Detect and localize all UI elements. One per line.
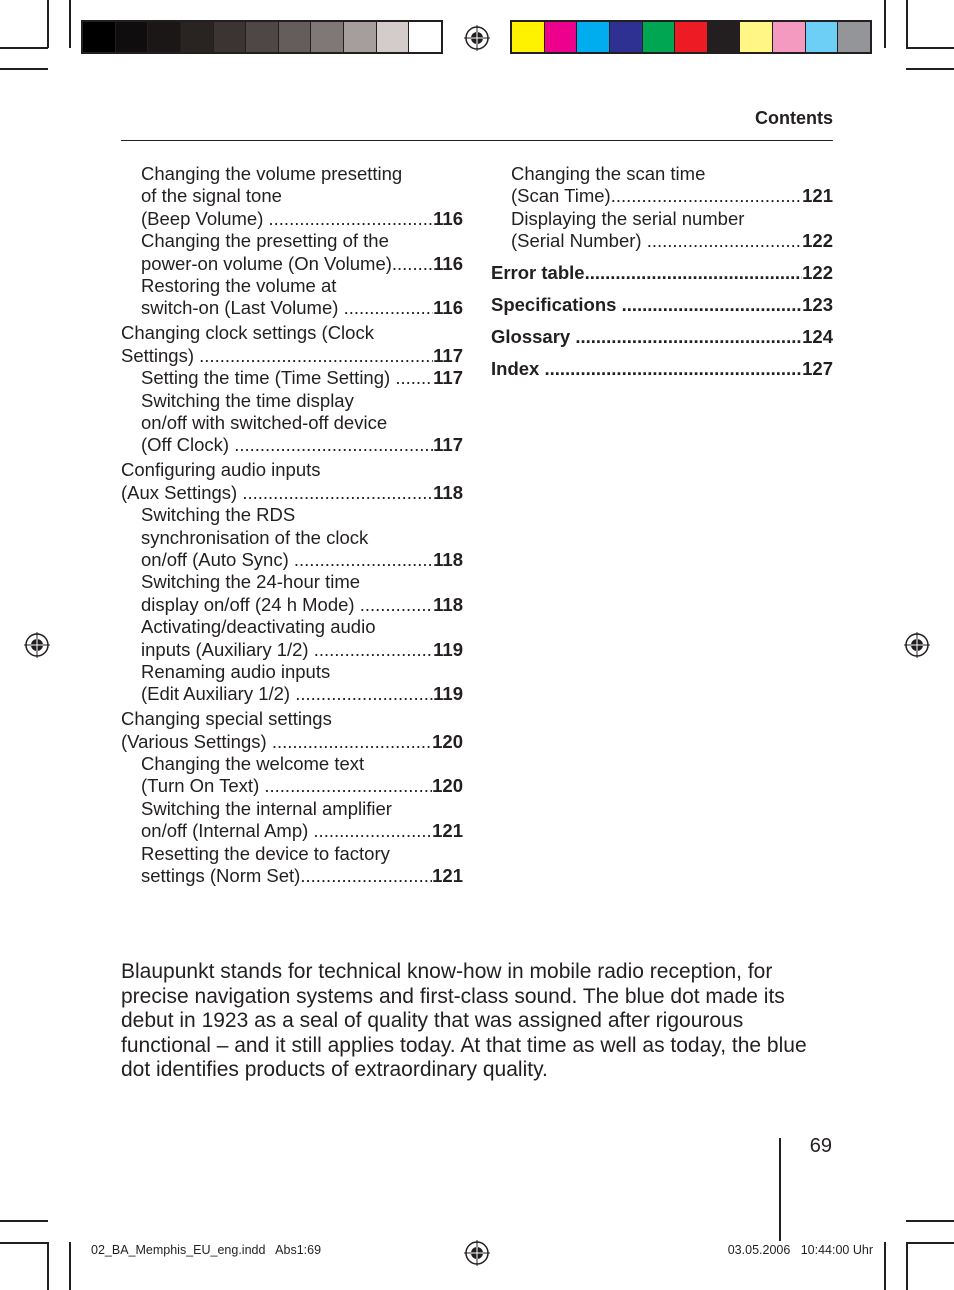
crop-mark	[69, 1242, 71, 1290]
toc-dot-leader	[585, 262, 803, 284]
color-swatch	[805, 22, 838, 52]
color-swatch	[147, 22, 180, 52]
crop-mark	[906, 1220, 954, 1222]
toc-subsection-entry[interactable]	[121, 367, 463, 389]
toc-page-number: 118	[433, 593, 463, 615]
toc-entry-text: (Serial Number)	[511, 230, 647, 252]
toc-dot-leader	[300, 865, 432, 887]
toc-page-number: 121	[432, 865, 463, 887]
toc-entry-text: Setting the time (Time Setting)	[141, 367, 396, 389]
toc-entry-text: Error table	[491, 262, 585, 284]
toc-entry-text: inputs (Auxiliary 1/2)	[141, 638, 314, 660]
toc-subsection-entry[interactable]	[121, 275, 463, 320]
color-swatch	[343, 22, 376, 52]
toc-dot-leader	[242, 482, 433, 504]
toc-page-number: 122	[802, 230, 833, 252]
toc-entry-text: Switching the internal amplifier	[141, 797, 392, 819]
toc-subsection-entry[interactable]	[121, 230, 463, 275]
crop-mark	[47, 1242, 49, 1290]
toc-subsection-entry[interactable]	[121, 753, 463, 798]
brand-statement: Blaupunkt stands for technical know-how in mobile radio reception, for precise navigation systems and first-class sound. The blue dot made its debut in 1923 as a seal of quality that was assigned after rigourous functional – and it still applies today. At that time as well as today, the blue dot identifies products of extraordinary quality.	[121, 960, 807, 1081]
toc-chapter-entry[interactable]	[491, 358, 833, 380]
toc-entry-text: Specifications	[491, 294, 622, 316]
color-swatch	[576, 22, 609, 52]
toc-page-number: 117	[433, 367, 463, 389]
toc-dot-leader	[314, 639, 433, 661]
toc-entry-text: on/off with switched-off device	[141, 411, 388, 433]
toc-entry-text: (Turn On Text)	[141, 775, 265, 797]
color-swatch	[180, 22, 213, 52]
crop-mark	[906, 47, 954, 49]
toc-page-number: 121	[432, 820, 463, 842]
toc-subsection-entry[interactable]	[121, 661, 463, 706]
crop-mark	[906, 0, 908, 48]
toc-entry-text: Switching the 24-hour time	[141, 571, 361, 593]
toc-dot-leader	[544, 358, 802, 380]
crop-mark	[906, 1242, 908, 1290]
toc-section-entry[interactable]	[121, 708, 463, 753]
toc-subsection-entry[interactable]	[121, 571, 463, 616]
color-swatch	[278, 22, 311, 52]
toc-entry-text: Activating/deactivating audio	[141, 616, 376, 638]
color-swatch	[674, 22, 707, 52]
crop-mark	[0, 47, 48, 49]
toc-entry-text: Switching the RDS	[141, 504, 296, 526]
toc-dot-leader	[647, 230, 802, 252]
crop-mark	[906, 68, 954, 70]
color-swatch	[772, 22, 805, 52]
color-swatch	[609, 22, 642, 52]
toc-entry-text: Renaming audio inputs	[141, 660, 331, 682]
color-swatch	[544, 22, 577, 52]
toc-entry-text: Settings)	[121, 344, 200, 366]
color-swatch	[837, 22, 870, 52]
toc-entry-text: (Edit Auxiliary 1/2)	[141, 683, 296, 705]
color-swatch	[739, 22, 772, 52]
toc-page-number: 116	[433, 252, 463, 274]
color-swatch	[213, 22, 246, 52]
page-number: 69	[809, 1135, 832, 1157]
toc-entry-text: settings (Norm Set)	[141, 865, 301, 887]
crop-mark	[47, 0, 49, 48]
toc-dot-leader	[294, 549, 433, 571]
toc-dot-leader	[313, 820, 432, 842]
toc-entry-text: on/off (Auto Sync)	[141, 548, 294, 570]
page-header	[121, 106, 833, 141]
toc-entry-text: (Various Settings)	[121, 730, 272, 752]
toc-dot-leader	[295, 683, 433, 705]
toc-page-number: 120	[432, 775, 463, 797]
toc-entry-text: (Scan Time)	[511, 185, 611, 207]
toc-subsection-entry[interactable]	[121, 163, 463, 230]
crop-mark	[0, 68, 48, 70]
grey-scale-bar	[81, 20, 443, 54]
toc-dot-leader	[272, 731, 432, 753]
crop-mark	[906, 1242, 954, 1244]
color-swatch	[408, 22, 441, 52]
registration-mark-icon	[464, 25, 490, 51]
toc-entry-text: Changing the welcome text	[141, 753, 365, 775]
toc-dot-leader	[199, 345, 433, 367]
crop-mark	[0, 1220, 48, 1222]
toc-page-number: 124	[802, 326, 833, 348]
toc-page-number: 119	[433, 683, 463, 705]
toc-entry-text: switch-on (Last Volume)	[141, 297, 344, 319]
toc-entry-text: (Off Clock)	[141, 434, 235, 456]
color-swatch	[376, 22, 409, 52]
toc-chapter-entry[interactable]	[491, 326, 833, 348]
toc-entry-text: Changing the presetting of the	[141, 230, 389, 252]
toc-entry-text: Index	[491, 358, 545, 380]
toc-subsection-entry[interactable]	[121, 504, 463, 571]
toc-page-number: 118	[433, 548, 463, 570]
toc-subsection-entry[interactable]	[121, 843, 463, 888]
toc-entry-text: of the signal tone	[141, 185, 282, 207]
toc-dot-leader	[269, 208, 434, 230]
toc-page-number: 116	[433, 207, 463, 229]
toc-entry-text: Changing the scan time	[511, 163, 706, 184]
toc-dot-leader	[234, 434, 433, 456]
color-swatch	[707, 22, 740, 52]
toc-dot-leader	[264, 775, 432, 797]
toc-entry-text: Switching the time display	[141, 389, 354, 411]
toc-page-number: 118	[433, 481, 463, 503]
toc-section-entry[interactable]	[121, 459, 463, 504]
crop-mark	[0, 1242, 48, 1244]
registration-mark-icon	[904, 632, 930, 658]
color-swatch	[512, 22, 544, 52]
toc-dot-leader	[360, 594, 433, 616]
toc-page-number: 122	[802, 262, 833, 284]
toc-page-number: 116	[433, 297, 463, 319]
toc-subsection-entry[interactable]	[121, 616, 463, 661]
toc-dot-leader	[392, 253, 433, 275]
toc-dot-leader	[575, 326, 802, 348]
toc-entry-text: Resetting the device to factory	[141, 842, 390, 864]
toc-subsection-entry[interactable]	[491, 163, 833, 208]
toc-subsection-entry[interactable]	[491, 208, 833, 253]
toc-dot-leader	[395, 367, 433, 389]
color-swatch	[245, 22, 278, 52]
toc-page-number: 127	[802, 358, 833, 380]
toc-dot-leader	[344, 297, 434, 319]
toc-dot-leader	[611, 185, 802, 207]
toc-entry-text: power-on volume (On Volume)	[141, 252, 392, 274]
toc-entry-text: Changing special settings	[121, 708, 332, 730]
crop-mark	[884, 0, 886, 48]
toc-entry-text: Glossary	[491, 326, 576, 348]
crop-mark	[884, 1242, 886, 1290]
toc-entry-text: Changing clock settings (Clock	[121, 322, 374, 344]
toc-page-number: 119	[433, 638, 463, 660]
toc-chapter-entry[interactable]	[491, 262, 833, 284]
toc-entry-text: Configuring audio inputs	[121, 459, 321, 481]
toc-entry-text: Displaying the serial number	[511, 207, 745, 229]
color-swatch-bar	[510, 20, 872, 54]
toc-left-column	[121, 163, 463, 888]
toc-entry-text: synchronisation of the clock	[141, 526, 369, 548]
registration-mark-icon	[24, 632, 50, 658]
toc-page-number: 117	[433, 434, 463, 456]
crop-mark	[69, 0, 71, 48]
registration-mark-icon	[464, 1240, 490, 1266]
toc-entry-text: on/off (Internal Amp)	[141, 820, 314, 842]
page-header-title: Contents	[755, 108, 833, 128]
color-swatch	[310, 22, 343, 52]
color-swatch	[83, 22, 115, 52]
toc-right-column	[491, 163, 833, 381]
toc-page-number: 121	[802, 185, 833, 207]
toc-subsection-entry[interactable]	[121, 390, 463, 457]
toc-dot-leader	[622, 294, 803, 316]
color-swatch	[115, 22, 148, 52]
toc-entry-text: display on/off (24 h Mode)	[141, 593, 360, 615]
footer-file-info: 02_BA_Memphis_EU_eng.indd Abs1:69	[91, 1243, 322, 1257]
color-swatch	[642, 22, 675, 52]
toc-section-entry[interactable]	[121, 322, 463, 367]
toc-entry-text: Restoring the volume at	[141, 275, 337, 297]
toc-chapter-entry[interactable]	[491, 294, 833, 316]
toc-subsection-entry[interactable]	[121, 798, 463, 843]
toc-page-number: 123	[802, 294, 833, 316]
page-number-rule	[779, 1138, 781, 1241]
toc-entry-text: (Beep Volume)	[141, 207, 269, 229]
toc-page-number: 117	[433, 344, 463, 366]
toc-page-number: 120	[432, 730, 463, 752]
toc-entry-text: (Aux Settings)	[121, 481, 243, 503]
footer-timestamp: 03.05.2006 10:44:00 Uhr	[727, 1243, 873, 1257]
toc-entry-text: Changing the volume presetting	[141, 163, 403, 184]
